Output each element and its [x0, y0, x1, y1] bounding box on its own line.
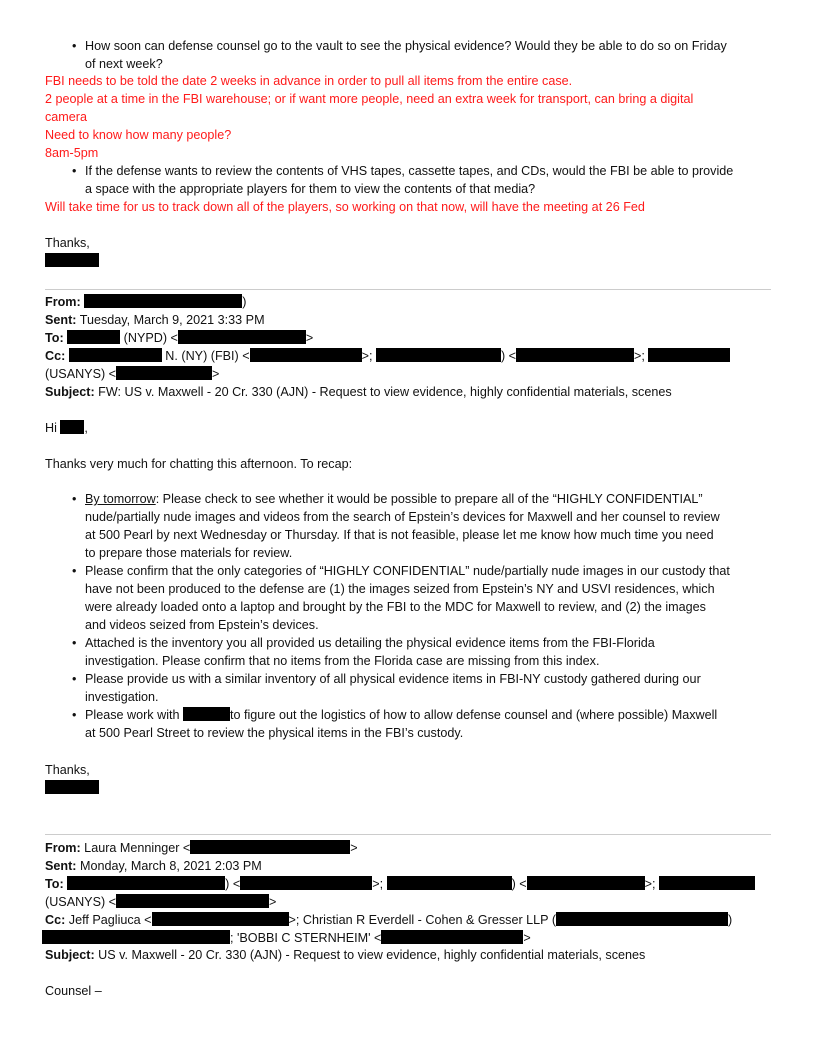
question-line: How soon can defense counsel go to the vault to see the physical evidence? Would they be able to do so on Friday — [85, 39, 727, 53]
recap-line: were already loaded onto a laptop and brought by the FBI to the MDC for Maxwell to review, and (2) the images — [85, 600, 706, 614]
email2-subject: Subject: US v. Maxwell - 20 Cr. 330 (AJN) - Request to view evidence, highly confidential materials, scenes — [45, 948, 646, 962]
recap-line: Please confirm that the only categories of “HIGHLY CONFIDENTIAL” nude/partially nude images in our custody that — [85, 564, 730, 578]
recap-line: Please provide us with a similar inventory of all physical evidence items in FBI-NY custody gathered during our — [85, 672, 701, 686]
email2-to-cont: (USANYS) < > — [45, 895, 277, 909]
email1-cc: Cc: N. (NY) (FBI) < >; ) < >; — [45, 347, 730, 365]
redacted-signature — [45, 779, 99, 797]
recap-line: nude/partially nude images and videos from the search of Epstein’s devices for Maxwell and her counsel to review — [85, 510, 720, 524]
bullet: • — [72, 492, 77, 506]
recap-line: have not been produced to the defense are (1) the images seized from Epstein’s NY and USVI residences, which — [85, 582, 715, 596]
email1-cc-cont: (USANYS) < > — [45, 367, 220, 381]
email1-sent: Sent: Tuesday, March 9, 2021 3:33 PM — [45, 313, 265, 327]
email2-to: To: ) < >; ) < >; — [45, 875, 755, 893]
red-note: FBI needs to be told the date 2 weeks in advance in order to pull all items from the entire case. — [45, 74, 573, 88]
signoff: Thanks, — [45, 763, 90, 777]
email2-cc-cont: ; 'BOBBI C STERNHEIM' < > — [42, 929, 531, 947]
email1-to: To: (NYPD) < > — [45, 331, 314, 345]
bullet: • — [72, 636, 77, 650]
recap-line: Please work with to figure out the logistics of how to allow defense counsel and (where possible) Maxwell — [85, 708, 718, 722]
email2-sent: Sent: Monday, March 8, 2021 2:03 PM — [45, 859, 262, 873]
recap-line: and videos seized from Epstein’s devices. — [85, 618, 319, 632]
bullet: • — [72, 672, 77, 686]
recap-line: investigation. Please confirm that no items from the Florida case are missing from this index. — [85, 654, 600, 668]
question-line: a space with the appropriate players for them to view the contents of that media? — [85, 182, 536, 196]
redacted-signature — [45, 252, 99, 270]
recap-line: at 500 Pearl by next Wednesday or Thursday. If that is not feasible, please let me know how much time you need — [85, 528, 714, 542]
divider — [45, 289, 771, 290]
red-note: Need to know how many people? — [45, 128, 232, 142]
recap-line: to prepare those materials for review. — [85, 546, 293, 560]
intro: Thanks very much for chatting this afternoon. To recap: — [45, 457, 353, 471]
email1-subject: Subject: FW: US v. Maxwell - 20 Cr. 330 (AJN) - Request to view evidence, highly confidential materials, scenes — [45, 385, 672, 399]
bullet: • — [72, 564, 77, 578]
email1-from: From: ) — [45, 295, 247, 309]
red-note: 2 people at a time in the FBI warehouse; or if want more people, need an extra week for transport, can bring a digital — [45, 92, 694, 106]
salutation: Counsel – — [45, 984, 102, 998]
bullet: • — [72, 39, 77, 53]
red-note: 8am-5pm — [45, 146, 99, 160]
recap-line: By tomorrow: Please check to see whether it would be possible to prepare all of the “HIGHLY CONFIDENTIAL” — [85, 492, 703, 506]
greeting: Hi , — [45, 421, 88, 435]
recap-line: at 500 Pearl Street to review the physical items in the FBI’s custody. — [85, 726, 464, 740]
divider — [45, 834, 771, 835]
question-line: If the defense wants to review the contents of VHS tapes, cassette tapes, and CDs, would the FBI be able to provide — [85, 164, 734, 178]
recap-line: Attached is the inventory you all provided us detailing the physical evidence items from the FBI-Florida — [85, 636, 655, 650]
question-line: of next week? — [85, 57, 163, 71]
recap-line: investigation. — [85, 690, 159, 704]
signoff: Thanks, — [45, 236, 90, 250]
email2-cc: Cc: Jeff Pagliuca < >; Christian R Everdell - Cohen & Gresser LLP ( ) — [45, 913, 733, 927]
bullet: • — [72, 708, 77, 722]
bullet: • — [72, 164, 77, 178]
email2-from: From: Laura Menninger < > — [45, 841, 358, 855]
red-note: Will take time for us to track down all of the players, so working on that now, will have the meeting at 26 Fed — [45, 200, 645, 214]
red-note: camera — [45, 110, 87, 124]
